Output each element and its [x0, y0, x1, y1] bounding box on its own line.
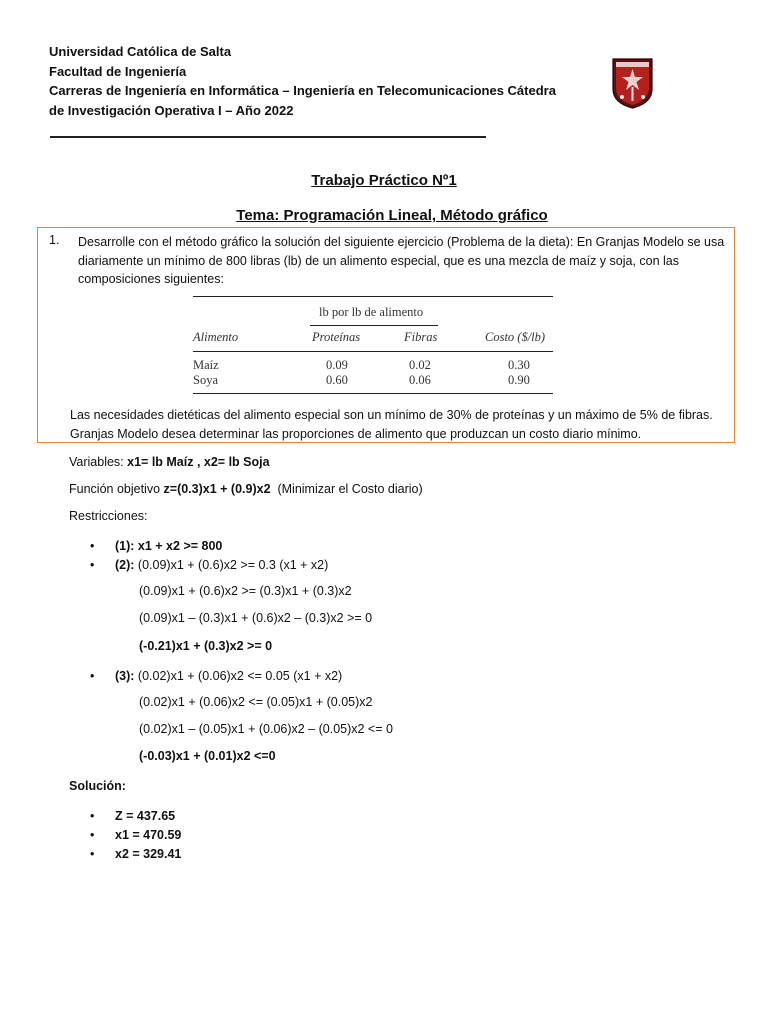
table-cell-cost: 0.90: [508, 373, 530, 387]
restriction-1: (1): x1 + x2 >= 800: [115, 539, 223, 553]
course-line: de Investigación Operativa I – Año 2022: [49, 102, 294, 118]
university-name: Universidad Católica de Salta: [49, 44, 232, 59]
bullet-icon: •: [90, 847, 95, 861]
document-header: [49, 42, 556, 120]
bullet-icon: •: [90, 669, 95, 683]
solution-label: Solución:: [69, 779, 126, 793]
restriction-3-label: (3):: [115, 669, 135, 683]
careers-line: Carreras de Ingeniería en Informática – Ingeniería en Telecomunicaciones Cátedra: [49, 83, 556, 99]
table-cell-protein: 0.60: [326, 373, 348, 387]
restriction-3: [115, 669, 342, 683]
restriction-3-step-2: (0.02)x1 – (0.05)x1 + (0.06)x2 – (0.05)x2 <= 0: [139, 722, 393, 736]
table-header-rule: [193, 351, 553, 352]
variables-line: [69, 455, 270, 469]
page-title: Trabajo Práctico Nº1: [311, 172, 457, 189]
table-group-header: lb por lb de alimento: [319, 305, 424, 319]
table-header-protein: Proteínas: [312, 330, 361, 344]
objective-formula: z=(0.3)x1 + (0.9)x2: [163, 482, 271, 496]
bullet-icon: •: [90, 809, 95, 823]
restriction-3-step-1: (0.02)x1 + (0.06)x2 <= (0.05)x1 + (0.05)x2: [139, 695, 373, 709]
header-divider: [50, 136, 486, 138]
restriction-2: [115, 558, 328, 572]
bullet-icon: •: [90, 558, 95, 572]
variables-label: Variables:: [69, 455, 128, 469]
table-group-rule: [310, 325, 438, 326]
table-cell-food: Maíz: [193, 358, 219, 372]
diet-composition-table: [193, 296, 553, 396]
problem-number: 1.: [49, 233, 60, 247]
restriction-2-label: (2):: [115, 558, 135, 572]
page-subtitle: Tema: Programación Lineal, Método gráfico: [236, 207, 548, 224]
table-cell-protein: 0.09: [326, 358, 348, 372]
bullet-icon: •: [90, 539, 95, 553]
table-header-fiber: Fibras: [404, 330, 438, 344]
table-top-rule: [193, 296, 553, 297]
table-header-cost: Costo ($/lb): [485, 330, 546, 344]
table-cell-food: Soya: [193, 373, 218, 387]
objective-note: (Minimizar el Costo diario): [270, 482, 423, 496]
table-bottom-rule: [193, 393, 553, 394]
table-header-food: Alimento: [193, 330, 239, 344]
restriction-2-step-2: (0.09)x1 – (0.3)x1 + (0.6)x2 – (0.3)x2 >= 0: [139, 611, 373, 625]
restriction-3-equation: (0.02)x1 + (0.06)x2 <= 0.05 (x1 + x2): [134, 669, 343, 683]
table-cell-fiber: 0.06: [409, 373, 431, 387]
solution-x2: x2 = 329.41: [115, 847, 182, 861]
faculty-name: Facultad de Ingeniería: [49, 63, 187, 79]
variables-value: x1= lb Maíz , x2= lb Soja: [127, 455, 270, 469]
problem-statement: Desarrolle con el método gráfico la solución del siguiente ejercicio (Problema de la dieta): En Granjas Modelo se usa diariamente un mínimo de 800 libras (lb) de un alimento especial, que es una mezcla de maíz y soja, con las composiciones siguientes:: [78, 235, 725, 286]
restriction-2-result: (-0.21)x1 + (0.3)x2 >= 0: [139, 639, 273, 653]
restrictions-label: Restricciones:: [69, 509, 148, 523]
objective-line: [69, 482, 423, 496]
solution-z: Z = 437.65: [115, 809, 176, 823]
university-crest-icon: [611, 57, 654, 110]
objective-label: Función objetivo: [69, 482, 164, 496]
solution-x1: x1 = 470.59: [115, 828, 182, 842]
restriction-2-step-1: (0.09)x1 + (0.6)x2 >= (0.3)x1 + (0.3)x2: [139, 584, 352, 598]
table-cell-cost: 0.30: [508, 358, 530, 372]
restriction-3-result: (-0.03)x1 + (0.01)x2 <=0: [139, 749, 276, 763]
table-cell-fiber: 0.02: [409, 358, 431, 372]
bullet-icon: •: [90, 828, 95, 842]
problem-requirements: Las necesidades dietéticas del alimento especial son un mínimo de 30% de proteínas y un máximo de 5% de fibras. Granjas Modelo desea determinar las proporciones de alimento que produzcan un costo diario mínimo.: [70, 408, 713, 441]
restriction-2-equation: (0.09)x1 + (0.6)x2 >= 0.3 (x1 + x2): [134, 558, 329, 572]
